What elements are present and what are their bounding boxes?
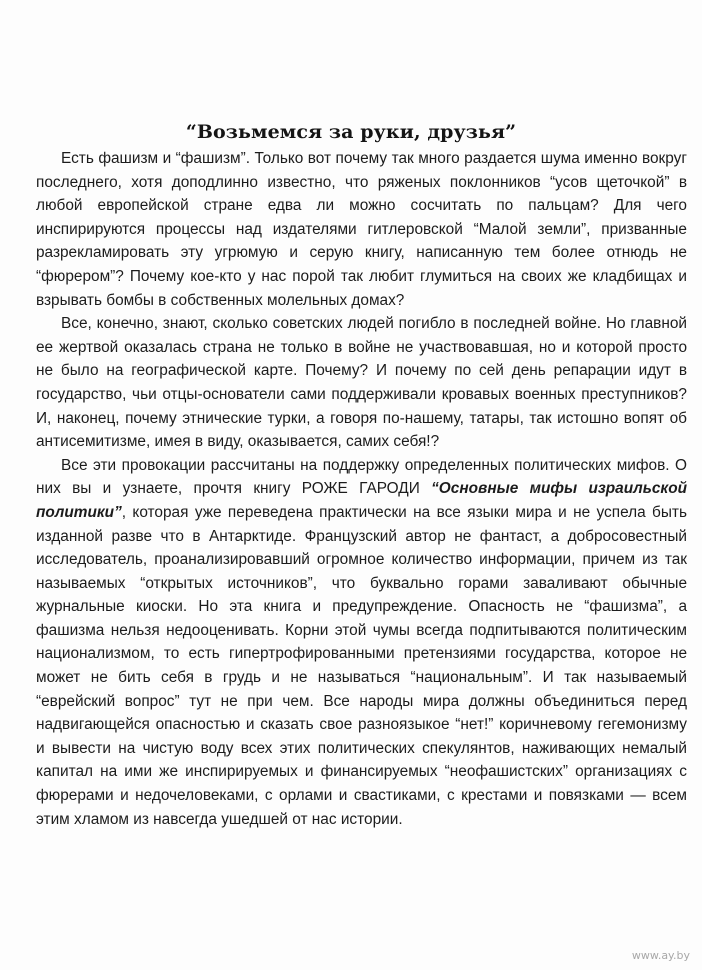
article-title: “Возьмемся за руки, друзья” [185, 121, 517, 143]
paragraph-1: Есть фашизм и “фашизм”. Только вот почему так много раздается шума именно вокруг последнего, хотя доподлинно известно, что ряженых поклонников “усов щеточкой” в любой европейской стране едва ли можно сосчитать по пальцам? Для чего инспирируются процессы над издателями гитлеровской “Малой земли”, призванные разрекламировать эту угрюмую и серую книгу, написанную тем более отнюдь не “фюрером”? Почему кое-кто у нас порой так любит глумиться на своих же кладбищах и взрывать бомбы в собственных молельных домах? [36, 150, 687, 309]
book-title: “Основные мифы израильской политики” [36, 480, 687, 521]
paragraph-3-intro: Все эти провокации рассчитаны на поддержку определенных политических мифов. О них вы и узнаете, прочтя книгу РОЖЕ ГАРОДИ [36, 456, 687, 498]
paragraph-2: Все, конечно, знают, сколько советских людей погибло в последней войне. Но главной ее жертвой оказалась страна не только в войне не участвовавшая, но и которой просто не было на географической карте. Почему? И почему по сей день репарации идут в государство, чьи отцы-основатели сами поддерживали кровавых военных преступников? И, наконец, почему этнические турки, а говоря по-нашему, татары, так истошно вопят об антисемитизме, имея в виду, оказывается, самих себя!? [36, 315, 687, 451]
article-body [36, 147, 687, 831]
watermark: www.ay.by [631, 949, 690, 962]
paragraph-3 [36, 454, 687, 832]
paragraph-3-rest: , которая уже переведена практически на все языки мира и не успела быть изданной разве что в Антарктиде. Французский автор не фантаст, а добросовестный исследователь, проанализировавший огромное количество информации, причем из так называемых “открытых источников”, что буквально горами заваливают обычные журнальные киоски. Но эта книга и предупреждение. Опасность не “фашизма”, а фашизма нельзя недооценивать. Корни этой чумы всегда подпитываются политическим национализмом, то есть гипертрофированными претензиями государства, которое не может не бить себя в грудь и не называться “национальным”. И так называемый “еврейский вопрос” тут не при чем. Все народы мира должны объединиться перед надвигающейся опасностью и сказать свое разноязыкое “нет!” коричневому гегемонизму и вывести на чистую воду всех этих политических спекулянтов, наживающих немалый капитал на ими же инспирируемых и финансируемых “неофашистских” организациях с фюрерами и недочеловеками, с орлами и свастиками, с крестами и повязками — всем этим хламом из навсегда ушедшей от нас истории. [36, 503, 687, 828]
